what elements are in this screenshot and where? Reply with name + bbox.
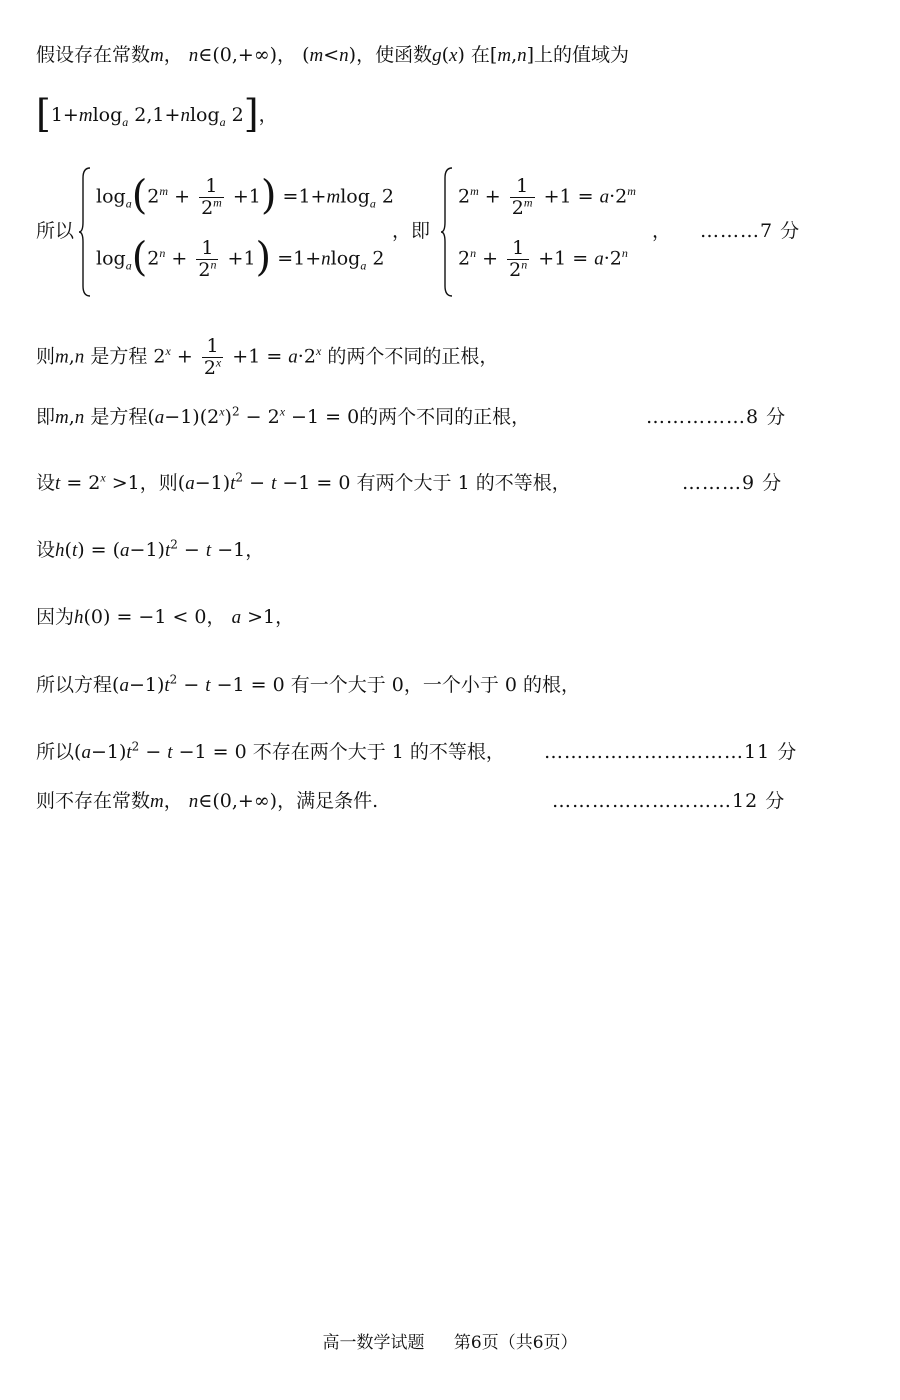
label-suoyi: 所以	[36, 220, 75, 242]
text-make-function: ，使函数	[356, 44, 433, 66]
line-one-positive-one-negative: 所以方程$(a-1)t^2 - t -1 = 0$ 有一个大于 0，一个小于 0 的根，	[36, 672, 581, 696]
line-conclusion: 则不存在常数m， n∈(0,+∞)，满足条件.	[36, 790, 379, 812]
comma-after-system: ，	[652, 220, 672, 242]
score-12: ………………………12 分	[552, 790, 786, 812]
brace-left	[78, 166, 92, 298]
system-log-row-n: $\log_a(2^n$ + $\frac{1}{2^n}$ +1) =1+nlog$_a$ 2	[96, 234, 385, 281]
footer-title: 高一数学试题	[322, 1333, 425, 1353]
line-assumption: 假设存在常数m， n∈(0,+∞)， (m<n)，使函数g(x) 在[m,n]上的值域为	[36, 44, 630, 66]
system-exp-row-n: $2^n$ + $\frac{1}{2^n}$ $+1 = a\cdot 2^n$	[458, 237, 628, 281]
footer-page-number: 第6页（共6页）	[453, 1333, 578, 1353]
equation-system-exp	[440, 166, 660, 298]
line-h0-negative: 因为h(0) = −1 < 0， a >1，	[36, 606, 295, 628]
score-11: …………………………11 分	[544, 741, 798, 763]
equation-system-log	[78, 166, 398, 298]
line-quadratic-in-2x: 即m,n 是方程$(a-1)(2^x)^2 - 2^x -1 = 0$的两个不同的正根，	[36, 404, 531, 428]
text-range-is: 上的值域为	[534, 44, 630, 66]
line-roots-equation: 则m,n 是方程 $2^x$ + $\frac{1}{2^x}$ $+1 = a\cdot 2^x$ 的两个不同的正根，	[36, 335, 499, 379]
line-substitute-t: 设$t = 2^x >1$，则$(a-1)t^2 - t -1 = 0$ 有两个大于 1 的不等根，	[36, 470, 571, 494]
line-no-two-roots: 所以$(a-1)t^2 - t -1 = 0$ 不存在两个大于 1 的不等根，	[36, 739, 505, 763]
score-9: ………9 分	[682, 472, 783, 494]
label-ji: ，即	[392, 220, 431, 242]
text-assume: 假设存在常数	[36, 44, 151, 66]
system-exp-row-m: $2^m$ + $\frac{1}{2^m}$ $+1 = a\cdot 2^m$	[458, 175, 636, 219]
brace-left-2	[440, 166, 454, 298]
line-range-interval: [1+mlog$_a$ 2,1+nlog$_a$ 2]，	[36, 92, 278, 136]
score-8: ……………8 分	[646, 406, 787, 428]
line-define-h: 设$h(t) = (a-1)t^2 - t -1$，	[36, 537, 265, 561]
score-7: ………7 分	[700, 220, 801, 242]
system-log-row-m: $\log_a(2^m$ + $\frac{1}{2^m}$ +1) =1+mlog$_a$ 2	[96, 172, 395, 219]
page-footer	[0, 1328, 900, 1353]
